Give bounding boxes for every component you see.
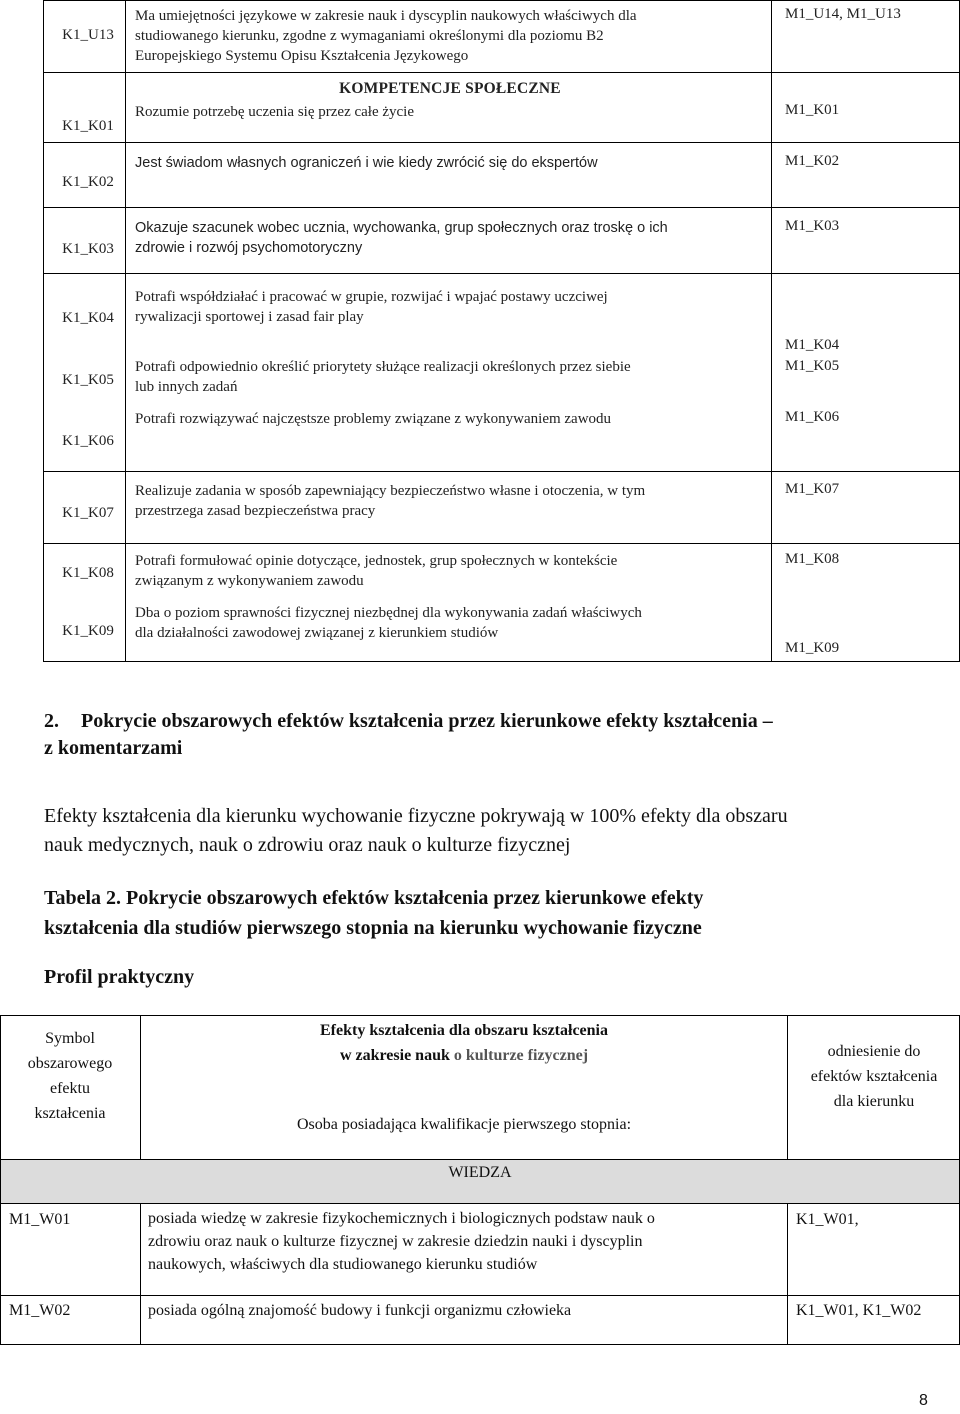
course-reference: K1_W01, xyxy=(796,1211,859,1228)
effect-description: Rozumie potrzebę uczenia się przez całe życie xyxy=(135,104,415,120)
area-reference: M1_K06 xyxy=(785,409,840,425)
profile-label: Profil praktyczny xyxy=(44,966,195,988)
effect-description: Potrafi odpowiednio określić priorytety służące realizacji określonych przez siebie lub innych zadań xyxy=(135,359,631,395)
table-border xyxy=(43,543,960,544)
table-border xyxy=(43,72,960,73)
table-border xyxy=(43,661,960,662)
table-border xyxy=(0,1015,960,1016)
effect-symbol: K1_K09 xyxy=(62,623,114,639)
table-border xyxy=(43,142,960,143)
effect-symbol: K1_K03 xyxy=(62,241,114,257)
effect-description: Jest świadom własnych ograniczeń i wie kiedy zwrócić się do ekspertów xyxy=(135,155,598,171)
area-reference: M1_U14, M1_U13 xyxy=(785,6,901,22)
table-border xyxy=(0,1344,960,1345)
section-heading: 2. Pokrycie obszarowych efektów kształcenia przez kierunkowe efekty kształcenia – z komentarzami xyxy=(44,710,773,759)
area-symbol: M1_W02 xyxy=(9,1302,71,1319)
table-border xyxy=(43,471,960,472)
effect-symbol: K1_K07 xyxy=(62,505,114,521)
effect-description: Okazuje szacunek wobec ucznia, wychowanka, grup społecznych oraz troskę o ich zdrowie i rozwój psychomotoryczny xyxy=(135,220,668,256)
effect-symbol: K1_K01 xyxy=(62,118,114,134)
effect-description: Potrafi współdziałać i pracować w grupie, rozwijać i wpajać postawy uczciwej rywalizacji sportowej i zasad fair play xyxy=(135,289,608,325)
area-reference: M1_K04 M1_K05 xyxy=(785,337,840,374)
effect-description: posiada ogólną znajomość budowy i funkcji organizmu człowieka xyxy=(148,1302,572,1319)
area-reference: M1_K09 xyxy=(785,640,840,656)
section-heading: KOMPETENCJE SPOŁECZNE xyxy=(339,80,561,97)
effect-symbol: K1_K06 xyxy=(62,433,114,449)
area-reference: M1_K07 xyxy=(785,481,840,497)
effect-symbol: K1_K05 xyxy=(62,372,114,388)
area-symbol: M1_W01 xyxy=(9,1211,71,1228)
area-reference: M1_K01 xyxy=(785,102,840,118)
table-border xyxy=(0,1295,960,1296)
header-subtitle: Osoba posiadająca kwalifikacje pierwszego stopnia: xyxy=(296,1116,632,1133)
effect-description: posiada wiedzę w zakresie fizykochemicznych i biologicznych podstaw nauk o zdrowiu oraz nauk o kulturze fizycznej w zakresie dziedzin nauki i dyscyplin naukowych, właściwych dla studiowanego kierunku studiów xyxy=(148,1210,655,1273)
paragraph: Efekty kształcenia dla kierunku wychowanie fizyczne pokrywają w 100% efekty dla obszaru nauk medycznych, nauk o zdrowiu oraz nauk o kulturze fizycznej xyxy=(44,805,788,856)
header-symbol: Symbol obszarowego efektu kształcenia xyxy=(27,1030,113,1122)
table-border xyxy=(43,0,960,1)
effect-description: Ma umiejętności językowe w zakresie nauk i dyscyplin naukowych właściwych dla studiowanego kierunku, zgodne z wymaganiami określonymi dla poziomu B2 Europejskiego Systemu Opisu Kształcenia Językowego xyxy=(135,8,637,64)
table-border xyxy=(787,1203,788,1345)
header-effects: Efekty kształcenia dla obszaru kształcenia w zakresie nauk o kulturze fizycznej xyxy=(320,1022,608,1064)
effect-symbol: K1_K04 xyxy=(62,310,114,326)
table-border xyxy=(43,0,44,662)
table-border xyxy=(0,1203,960,1204)
area-reference: M1_K02 xyxy=(785,153,840,169)
area-reference: M1_K03 xyxy=(785,218,840,234)
table-border xyxy=(771,0,772,662)
table-caption: Tabela 2. Pokrycie obszarowych efektów kształcenia przez kierunkowe efekty kształcenia dla studiów pierwszego stopnia na kierunku wychowanie fizyczne xyxy=(44,887,704,939)
area-reference: M1_K08 xyxy=(785,551,840,567)
effect-symbol: K1_U13 xyxy=(62,27,114,43)
effect-description: Realizuje zadania w sposób zapewniający bezpieczeństwo własne i otoczenia, w tym przestrzega zasad bezpieczeństwa pracy xyxy=(135,483,646,519)
effect-description: Potrafi rozwiązywać najczęstsze problemy związane z wykonywaniem zawodu xyxy=(135,411,612,427)
coverage-table xyxy=(0,1015,960,1345)
page-number: 8 xyxy=(919,1392,928,1409)
effect-symbol: K1_K02 xyxy=(62,174,114,190)
table-border xyxy=(43,207,960,208)
header-reference: odniesienie do efektów kształcenia dla kierunku xyxy=(810,1043,938,1110)
effect-description: Potrafi formułować opinie dotyczące, jednostek, grup społecznych w kontekście związanym z wykonywaniem zawodu xyxy=(135,553,618,589)
competence-table xyxy=(43,0,960,662)
effect-symbol: K1_K08 xyxy=(62,565,114,581)
section-label: WIEDZA xyxy=(448,1164,512,1181)
effect-description: Dba o poziom sprawności fizycznej niezbędnej dla wykonywania zadań właściwych dla działalności zawodowej związanej z kierunkiem studiów xyxy=(135,605,642,641)
table-border xyxy=(125,0,126,662)
course-reference: K1_W01, K1_W02 xyxy=(796,1302,922,1319)
table-border xyxy=(140,1203,141,1345)
table-border xyxy=(43,273,960,274)
